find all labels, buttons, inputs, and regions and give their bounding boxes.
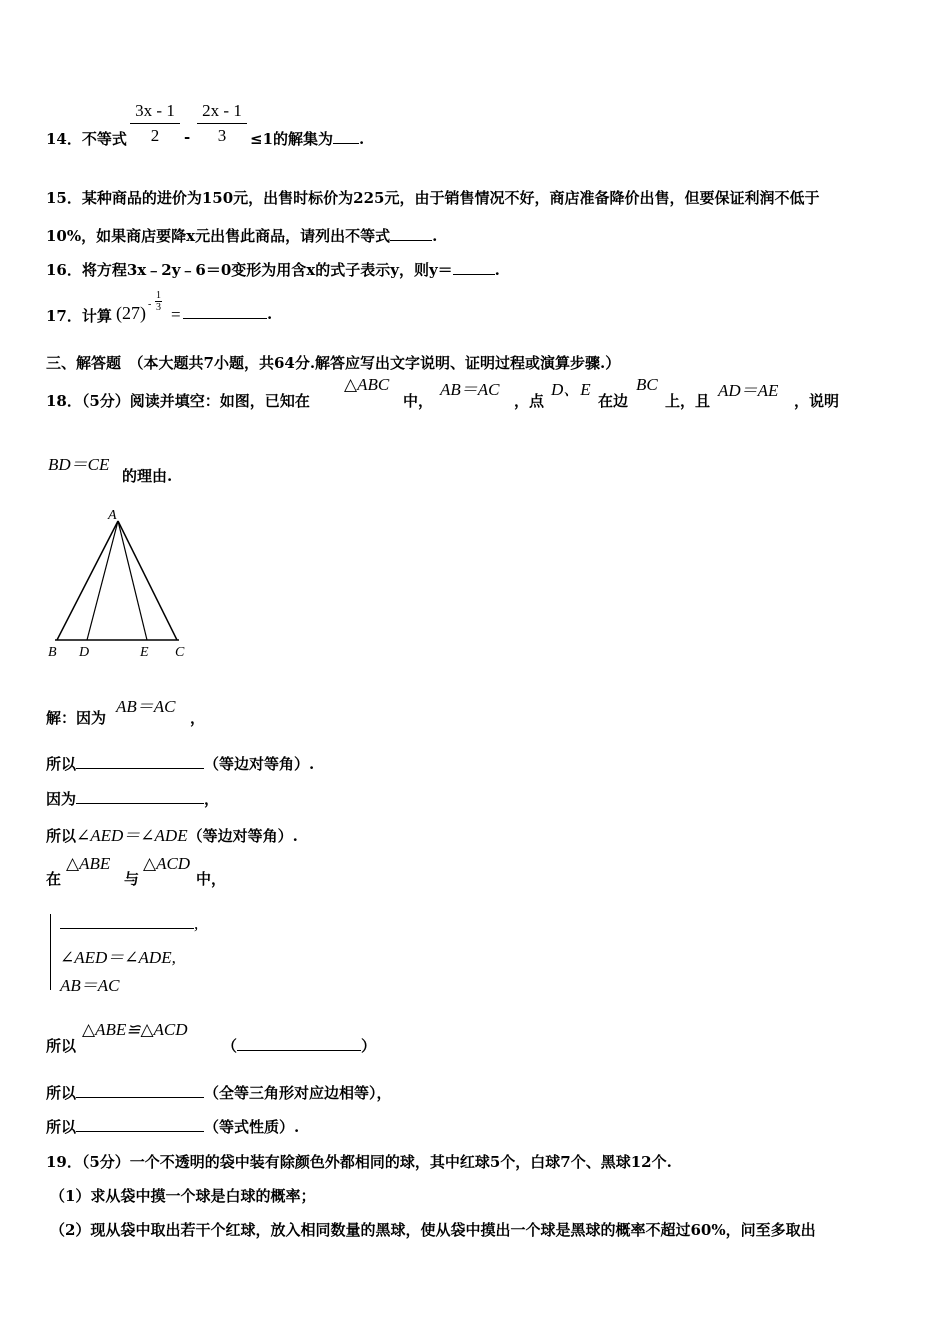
- blank-2[interactable]: [76, 791, 204, 804]
- q18-ab-eq-ac: AB＝AC: [440, 380, 500, 399]
- q18-text-2: 中，: [403, 392, 434, 410]
- q14-answer-blank[interactable]: [333, 131, 359, 144]
- q15-line-1: 15．某种商品的进价为150元，出售时标价为225元，由于销售情况不好，商店准备降价出售，但要保证利润不低于: [46, 189, 820, 207]
- q19-line-1: 19．（5分）一个不透明的袋中装有除颜色外都相同的球，其中红球5个，白球7个、黑球12个.: [46, 1153, 672, 1171]
- solution-line-4: 所以∠AED＝∠ADE（等边对等角）.: [46, 826, 298, 845]
- q14-fraction-1: $\frac{3x - 1}{2}$: [130, 101, 180, 146]
- solution-line-6-reason: （ ）: [222, 1037, 377, 1055]
- q17-exponent-sign: -: [148, 299, 152, 310]
- label-b: B: [48, 645, 57, 660]
- q16: 16．将方程3x﹣2y﹣6＝0变形为用含x的式子表示y，则y＝ .: [46, 261, 500, 279]
- label-e: E: [140, 645, 149, 660]
- solution-line-5-math-1: △ABE: [66, 854, 111, 873]
- solution-line-5-mid: 与: [124, 870, 140, 888]
- q15-line-2: 10%，如果商店要降x元出售此商品，请列出不等式 .: [46, 227, 438, 245]
- solution-line-6-pre: 所以: [46, 1037, 77, 1055]
- q18-text-6: ，说明: [794, 392, 840, 410]
- blank-3[interactable]: [60, 916, 194, 929]
- solution-line-8: 所以 （等式性质）.: [46, 1118, 300, 1136]
- q16-answer-blank[interactable]: [453, 262, 495, 275]
- q14-number-and-prefix: 14．不等式: [46, 130, 127, 148]
- blank-6[interactable]: [76, 1119, 204, 1132]
- system-line-1: ,: [60, 914, 198, 934]
- line-ad: [87, 521, 118, 640]
- solution-line-3: 因为 ，: [46, 790, 220, 808]
- q17-answer-blank[interactable]: [183, 306, 267, 319]
- label-c: C: [175, 645, 185, 660]
- label-d: D: [79, 645, 90, 660]
- section-3-heading: 三、解答题 （本大题共7小题，共64分.解答应写出文字说明、证明过程或演算步骤.）: [46, 354, 621, 372]
- solution-line-6-math: △ABE≌△ACD: [82, 1020, 188, 1039]
- q17-answer: .: [183, 305, 272, 323]
- q18-text-1: 18．（5分）阅读并填空：如图，已知在: [46, 392, 310, 410]
- q14-fraction-2: $\frac{2x - 1}{3}$: [197, 101, 247, 146]
- q17-prefix: 17．计算: [46, 307, 112, 325]
- blank-5[interactable]: [76, 1085, 204, 1098]
- solution-line-5-pre: 在: [46, 870, 62, 888]
- system-brace: [50, 914, 57, 990]
- q18-ad-eq-ae: AD＝AE: [718, 381, 779, 400]
- q19-part-1: （1）求从袋中摸一个球是白球的概率；: [50, 1187, 316, 1205]
- solution-line-5-math-2: △ACD: [143, 854, 191, 873]
- q18-text-5: 上，且: [665, 392, 711, 410]
- solution-line-1-end: ，: [190, 709, 206, 727]
- q18-triangle-abc: △ABC: [344, 375, 390, 394]
- blank-4[interactable]: [237, 1038, 361, 1051]
- q18-points-de: D、E: [551, 380, 591, 399]
- q18-text-3: ，点: [514, 392, 545, 410]
- solution-line-1-math: AB＝AC: [116, 697, 176, 716]
- solution-line-5-post: 中，: [196, 870, 227, 888]
- q18-text-4: 在边: [598, 392, 629, 410]
- line-ab: [57, 521, 118, 640]
- line-ac: [118, 521, 177, 640]
- solution-line-1-text: 解：因为: [46, 709, 107, 727]
- q14-minus: -: [184, 128, 191, 146]
- solution-line-7: 所以 （全等三角形对应边相等），: [46, 1084, 392, 1102]
- q19-part-2: （2）现从袋中取出若干个红球，放入相同数量的黑球，使从袋中摸出一个球是黑球的概率不超过60%，问至多取出: [50, 1221, 816, 1239]
- q18-bd-eq-ce: BD＝CE: [48, 455, 110, 474]
- solution-line-2: 所以 （等边对等角）.: [46, 755, 315, 773]
- q14-suffix: ≤1的解集为 .: [250, 130, 365, 148]
- q17-exponent-fraction: 1 3: [156, 290, 161, 313]
- q18-side-bc: BC: [636, 375, 658, 394]
- system-line-3: AB＝AC: [60, 976, 120, 995]
- label-a: A: [108, 508, 117, 523]
- q17-equals: =: [171, 305, 181, 324]
- q18-text-7: 的理由.: [122, 467, 173, 485]
- system-line-2: ∠AED＝∠ADE,: [60, 948, 176, 967]
- q17-base: (27): [116, 303, 146, 323]
- line-ae: [118, 521, 147, 640]
- blank-1[interactable]: [76, 756, 204, 769]
- triangle-figure: [40, 500, 200, 665]
- q15-answer-blank[interactable]: [390, 228, 432, 241]
